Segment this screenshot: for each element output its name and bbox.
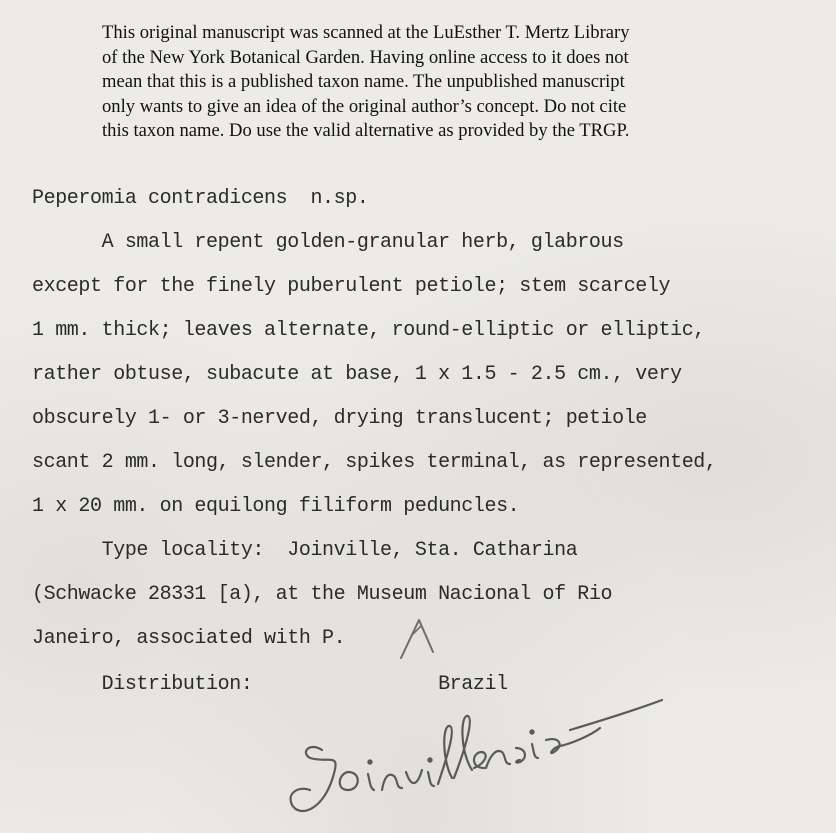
notice-line: of the New York Botanical Garden. Having online access to it does not	[102, 46, 629, 68]
species-heading: Peperomia contradicens n.sp.	[32, 187, 369, 210]
description-line: 1 x 20 mm. on equilong filiform peduncles.	[32, 495, 520, 518]
notice-line: mean that this is a published taxon name. The unpublished manuscript	[102, 71, 625, 92]
description-line: obscurely 1- or 3-nerved, drying translucent; petiole	[32, 407, 647, 430]
description-line: scant 2 mm. long, slender, spikes terminal, as represented,	[32, 451, 717, 474]
description-line: 1 mm. thick; leaves alternate, round-elliptic or elliptic,	[32, 319, 705, 342]
description-line: A small repent golden-granular herb, glabrous	[32, 231, 624, 254]
notice-line: only wants to give an idea of the original author’s concept. Do not cite	[102, 95, 627, 117]
description-line: except for the finely puberulent petiole; stem scarcely	[32, 275, 671, 298]
notice-line: This original manuscript was scanned at the LuEsther T. Mertz Library	[102, 22, 630, 43]
handwritten-epithet-annotation	[270, 640, 690, 830]
library-notice	[102, 21, 742, 144]
type-locality-line: Janeiro, associated with P.	[32, 627, 346, 650]
type-locality-line: (Schwacke 28331 [a), at the Museum Nacional of Rio	[32, 583, 613, 606]
notice-line: this taxon name. Do use the valid alternative as provided by the TRGP.	[102, 120, 630, 141]
description-line: rather obtuse, subacute at base, 1 x 1.5 - 2.5 cm., very	[32, 363, 682, 386]
type-locality-line: Type locality: Joinville, Sta. Catharina	[32, 539, 578, 562]
distribution-line: Distribution: Brazil	[32, 673, 508, 696]
